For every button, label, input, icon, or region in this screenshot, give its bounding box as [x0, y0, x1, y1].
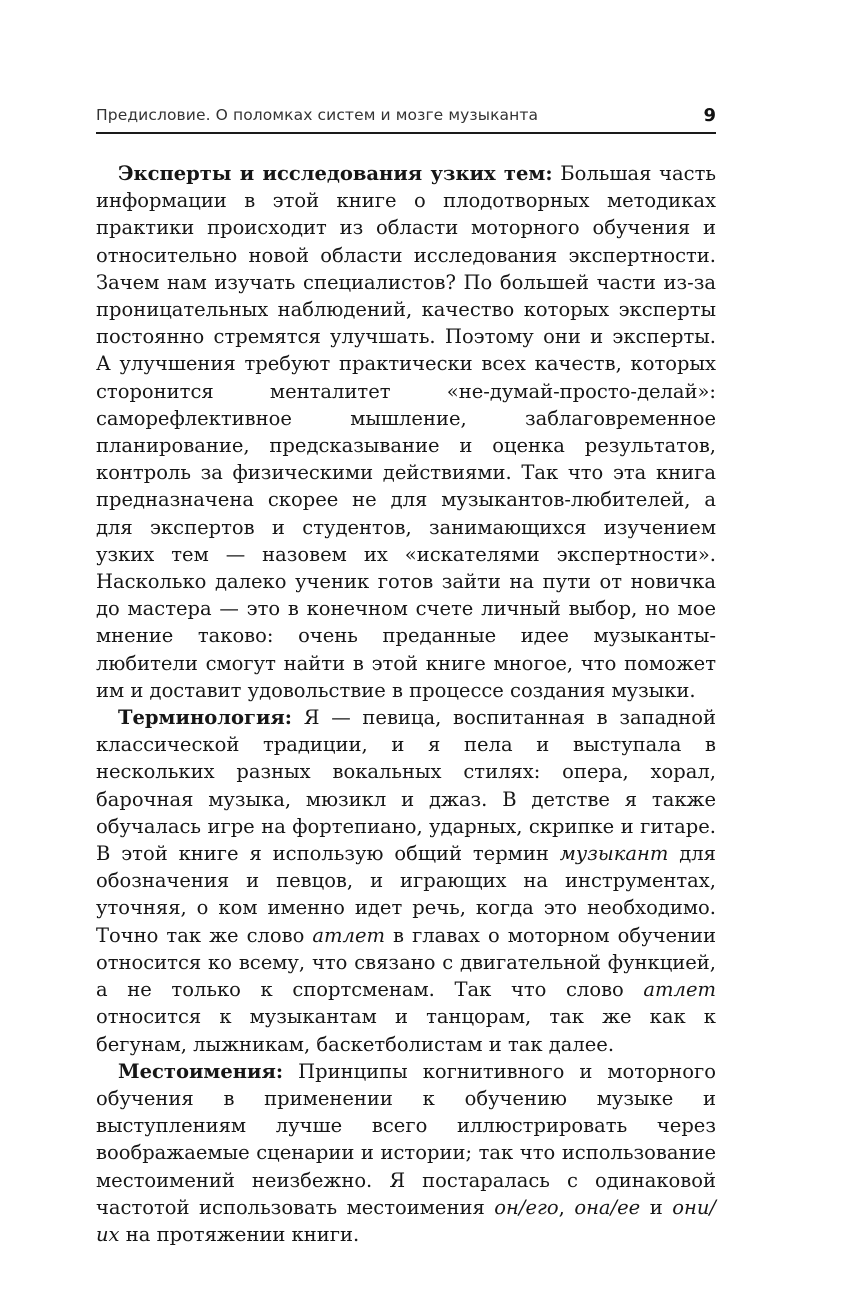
- paragraph-text-pronouns-1: Принципы когнитивного и моторного обучения в применении к обучению музыке и выступлениям лучше всего иллюстрировать через воображаемые сценарии и истории; так что использование местоимений неизбежно. Я постаралась с одинаковой частотой использовать местоимения: [96, 1059, 716, 1219]
- paragraph-text-pronouns-3: и: [640, 1195, 673, 1219]
- paragraph-text-pronouns-4: на протяжении книги.: [119, 1222, 360, 1246]
- paragraph-text-terminology-3: в главах о моторном обучении относится ко всему, что связано с двигательной функцией, а не только к спортсменам. Так что слово: [96, 923, 716, 1002]
- paragraph-text-terminology-2: для обозначения и певцов, и играющих на инструментах, уточняя, о ком именно идет речь, когда это необходимо. Точно так же слово: [96, 842, 716, 947]
- paragraph-lead-experts: Эксперты и исследования узких тем:: [118, 162, 553, 185]
- page-number: 9: [703, 105, 716, 126]
- italic-pronoun-they: они/их: [96, 1195, 716, 1246]
- italic-pronoun-he: он/его: [494, 1195, 559, 1219]
- paragraph-pronouns: [96, 1058, 716, 1248]
- paragraph-text-terminology-4: относится к музыкантам и танцорам, так же как к бегунам, лыжникам, баскетболистам и так далее.: [96, 1005, 716, 1056]
- italic-term-athlete-1: атлет: [312, 923, 385, 947]
- paragraph-experts: [96, 160, 716, 704]
- running-title: Предисловие. О поломках систем и мозге музыканта: [96, 106, 539, 124]
- paragraph-terminology: [96, 704, 716, 1058]
- paragraph-lead-terminology: Терминология:: [118, 706, 293, 730]
- paragraph-lead-pronouns: Местоимения:: [118, 1059, 284, 1083]
- paragraph-text-experts: Большая часть информации в этой книге о плодотворных методиках практики происходит из области моторного обучения и относительно новой области исследования экспертности. Зачем нам изучать специалистов? По большей части из-за проницательных наблюдений, качество которых эксперты постоянно стремятся улучшать. Поэтому они и эксперты. А улучшения требуют практически всех качеств, которых сторонится менталитет «не-думай-просто-делай»: саморефлективное мышление, заблаговременное планирование, предсказывание и оценка результатов, контроль за физическими действиями. Так что эта книга предназначена скорее не для музыкантов-любителей, а для экспертов и студентов, занимающихся изучением узких тем — назовем их «искателями экспертности». Насколько далеко ученик готов зайти на пути от новичка до мастера — это в конечном счете личный выбор, но мое мнение таково: очень преданные идее музыканты-любители смогут найти в этой книге многое, что поможет им и доставит удовольствие в процессе создания музыки.: [96, 162, 716, 702]
- paragraph-text-pronouns-2: ,: [558, 1195, 575, 1219]
- italic-term-musician: музыкант: [559, 842, 669, 866]
- body-text: [96, 160, 716, 1248]
- paragraph-text-terminology-1: Я — певица, воспитанная в западной классической традиции, и я пела и выступала в нескольких разных вокальных стилях: опера, хорал, барочная музыка, мюзикл и джаз. В детстве я также обучалась игре на фортепиано, ударных, скрипке и гитаре. В этой книге я использую общий термин: [96, 706, 716, 866]
- italic-term-athlete-2: атлет: [643, 978, 716, 1002]
- italic-pronoun-she: она/ее: [574, 1195, 641, 1219]
- running-header: [96, 104, 716, 134]
